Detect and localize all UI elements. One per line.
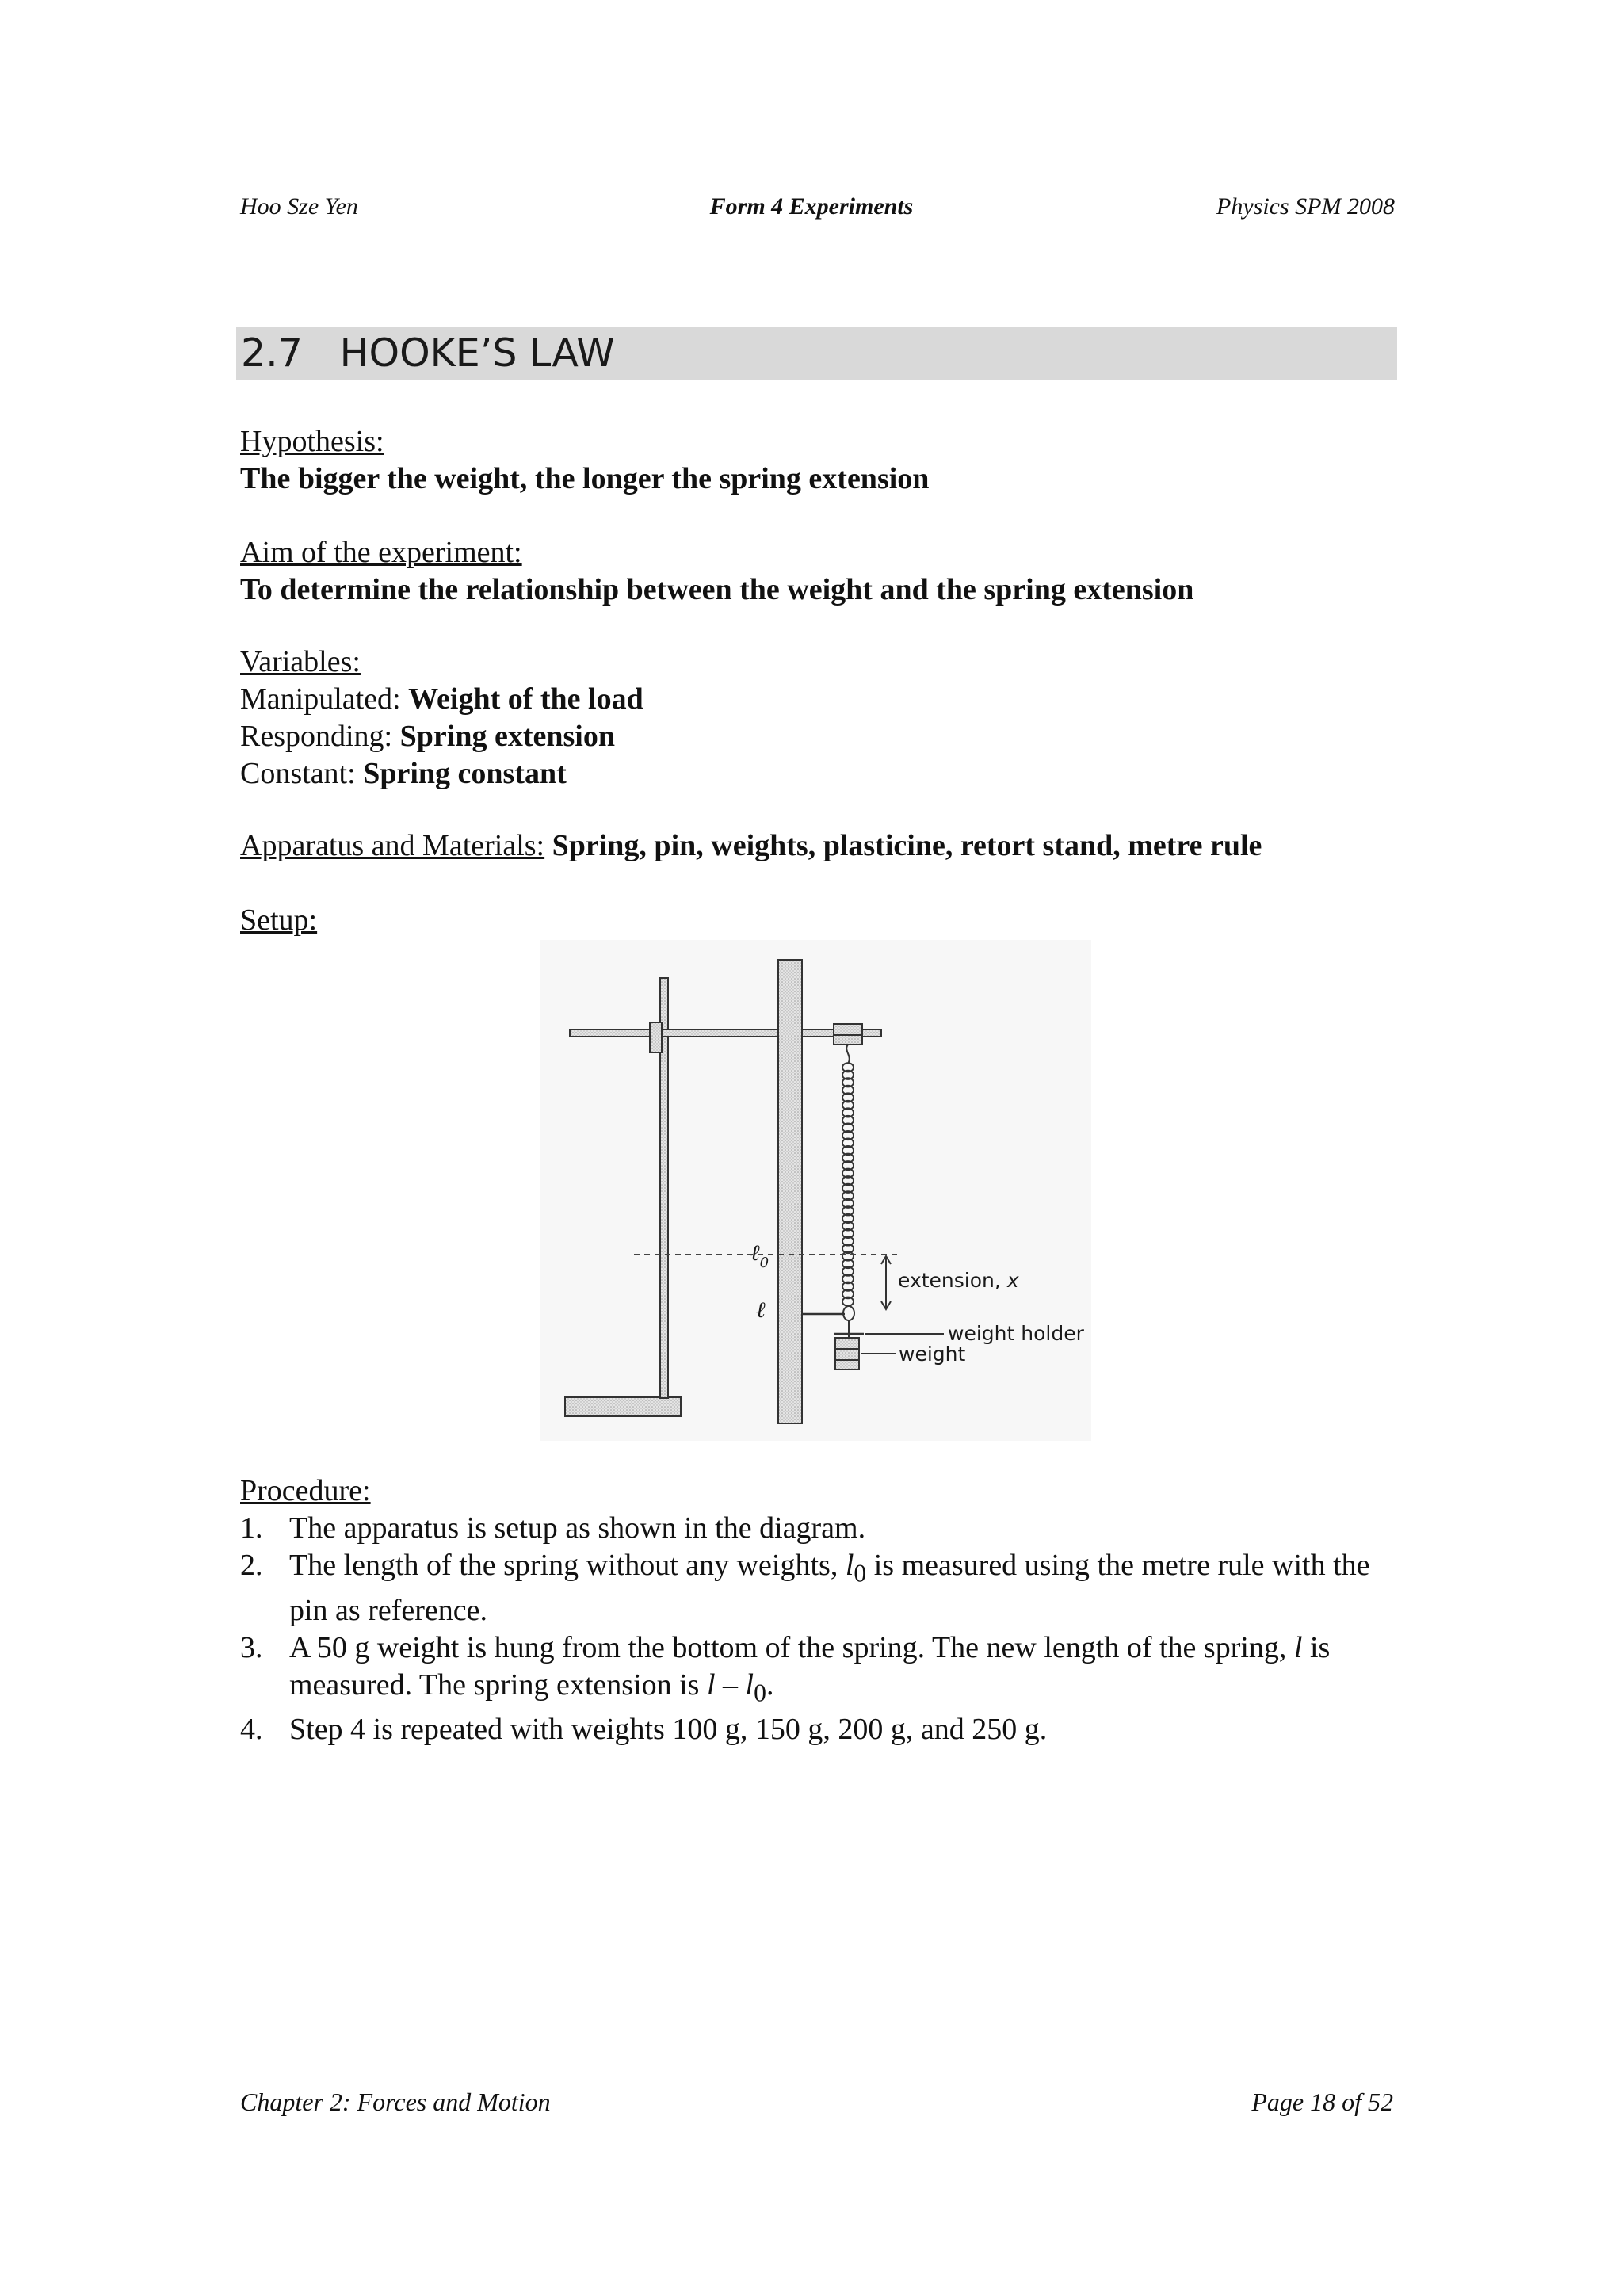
step-number: 4. [240,1713,263,1747]
metre-rule [778,960,802,1423]
variable-constant [240,755,1397,793]
header-author: Hoo Sze Yen [240,193,358,220]
variables-block [240,644,1397,793]
retort-stand-base [565,1397,681,1416]
l-label: ℓ [756,1297,766,1323]
weight-block-1 [835,1338,859,1349]
section-number: 2.7 [241,330,303,376]
procedure-list [240,1510,1397,1748]
constant-label: Constant: [240,757,356,790]
step-number: 2. [240,1549,263,1582]
weight-block-3 [835,1360,859,1370]
step-number: 1. [240,1511,263,1545]
procedure-step-3 [240,1629,1397,1712]
minus-sign: – [723,1668,739,1702]
weight-label: weight [899,1343,966,1366]
responding-label: Responding: [240,720,393,753]
procedure-step-4 [240,1711,1397,1748]
footer-page-number: Page 18 of 52 [1251,2088,1393,2116]
variables-label: Variables: [240,645,361,678]
symbol-l: l [1293,1630,1303,1664]
step-text: Step 4 is repeated with weights 100 g, 150 g, 200 g, and 250 g. [289,1713,1048,1747]
period: . [766,1668,774,1702]
constant-value: Spring constant [363,757,567,790]
symbol-l: l [745,1668,754,1702]
step-text: A 50 g weight is hung from the bottom of the spring. The new length of the spring, [289,1630,1287,1664]
section-title-text: HOOKE’S LAW [339,330,615,376]
symbol-l: l [706,1668,716,1702]
manipulated-label: Manipulated: [240,682,401,716]
apparatus-block [240,827,1397,865]
responding-value: Spring extension [399,720,615,753]
manipulated-value: Weight of the load [408,682,643,716]
boss-clamp [650,1022,662,1052]
procedure-label: Procedure: [240,1474,371,1507]
header-subject: Physics SPM 2008 [1216,193,1395,220]
apparatus-text: Spring, pin, weights, plasticine, retort stand, metre rule [552,829,1262,862]
apparatus-label: Apparatus and Materials: [240,829,545,862]
aim-block [240,534,1397,609]
step-text: The length of the spring without any weights, [289,1549,838,1582]
hypothesis-text: The bigger the weight, the longer the spring extension [240,462,930,495]
section-title-bar [236,327,1397,380]
l0-label: ℓ$_0$ [750,1240,769,1271]
weight-holder-label: weight holder [948,1322,1084,1345]
hypothesis-label: Hypothesis: [240,425,384,458]
spring-clamp-top [834,1024,862,1035]
header-course: Form 4 Experiments [709,193,914,220]
step-text: is measured. The spring extension is [289,1630,1331,1702]
symbol-l: l [845,1549,854,1582]
section-title [241,330,615,376]
spring-clamp-bottom [834,1035,862,1045]
hypothesis-block [240,423,1397,498]
procedure-step-1 [240,1510,1397,1547]
footer-chapter: Chapter 2: Forces and Motion [240,2088,551,2116]
diagram-background [540,940,1091,1441]
subscript-0: 0 [754,1679,766,1707]
setup-block [240,902,1397,939]
step-number: 3. [240,1630,263,1664]
extension-label: extension, x [898,1269,1019,1292]
variable-manipulated [240,681,1397,718]
subscript-0: 0 [854,1559,867,1587]
weight-block-2 [835,1349,859,1360]
procedure-block [240,1473,1397,1748]
step-text: The apparatus is setup as shown in the diagram. [289,1511,866,1545]
aim-label: Aim of the experiment: [240,536,522,569]
hookes-law-setup-diagram [540,940,1091,1441]
procedure-step-2 [240,1547,1397,1629]
step-text: is measured using the metre rule with the pin as reference. [289,1549,1370,1627]
variable-responding [240,718,1397,755]
setup-label: Setup: [240,904,318,937]
aim-text: To determine the relationship between the weight and the spring extension [240,573,1194,606]
